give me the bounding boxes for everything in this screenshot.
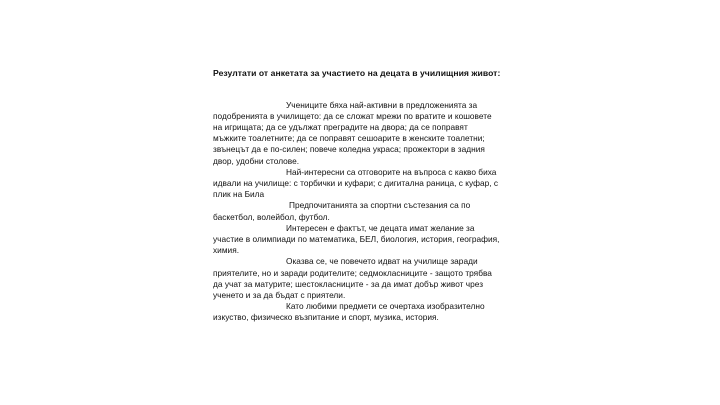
paragraph-sports: Предпочитанията за спортни състезания са по баскетбол, волейбол, футбол.: [213, 200, 471, 222]
paragraph-motivation: Оказва се, че повечето идват на училище заради приятелите, но и заради родителите; седмокласниците - защото трябва да учат за матурите; шестокласниците - за да имат добър живот чрез ученето и за да бъдат с приятели.: [213, 256, 492, 300]
paragraph-suggestions: Учениците бяха най-активни в предложенията за подобренията в училището: да се сложат мрежи по вратите и кошовете на игрищата; да се удължат преградите на двора; да се поправят мъжките тоалетните; да се поправят сешоарите в женските тоалетни; звънецът да е по-силен; повече коледна украса; прожектори в задния двор, удобни столове.: [213, 99, 492, 166]
paragraph-olympiads: Интересен е фактът, че децата имат желание за участие в олимпиади по математика, БЕЛ, биология, история, география, химия.: [213, 222, 500, 256]
paragraph-favorite-subjects: Като любими предмети се очертаха изобразително изкуство, физическо възпитание и спорт, музика, история.: [213, 301, 485, 323]
survey-results-text-block: [213, 68, 503, 324]
paragraph-school-bags: Най-интересни са отговорите на въпроса с какво биха идвали на училище: с торбички и куфари; с дигитална раница, с куфар, с плик на Била: [213, 166, 499, 200]
document-title: Резултати от анкетата за участието на децата в училищния живот:: [213, 68, 501, 78]
